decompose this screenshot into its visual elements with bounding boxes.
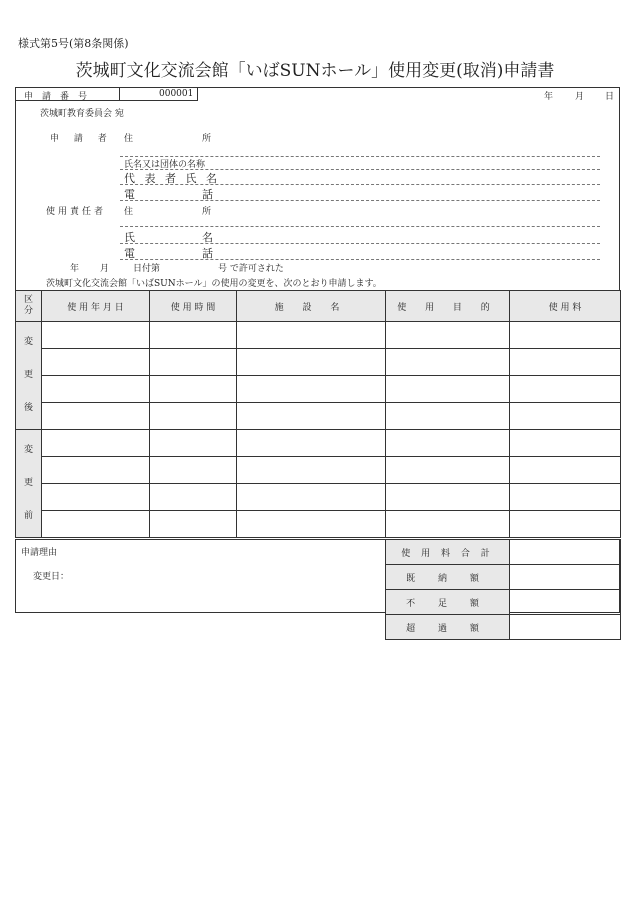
shortfall-value[interactable] — [510, 590, 621, 615]
permit-month: 月 — [100, 264, 110, 274]
header-usage-time: 使 用 時 間 — [150, 291, 237, 322]
header-usage-date: 使 用 年 月 日 — [42, 291, 150, 322]
reason-label: 申請理由 — [21, 548, 58, 558]
manager-address-b: 所 — [202, 207, 212, 217]
application-number-label: 申請番号 — [24, 92, 97, 102]
table-row — [16, 376, 621, 403]
date-day: 日 — [605, 92, 615, 102]
page-title: 茨城町文化交流会館「いばSUNホール」使用変更(取消)申請書 — [75, 61, 555, 81]
fee-total-value[interactable] — [510, 540, 621, 565]
org-name-label: 氏名又は団体の名称 — [124, 160, 206, 170]
applicant-phone-b: 話 — [202, 188, 213, 201]
excess-label: 超 過 額 — [386, 615, 510, 640]
table-row — [386, 615, 621, 640]
fee-totals-table — [385, 539, 621, 640]
before-change-label: 変 更 前 — [16, 430, 42, 538]
table-row — [16, 322, 621, 349]
permit-day-number: 日付第 — [133, 264, 161, 274]
applicant-address-a: 住 — [124, 134, 134, 144]
manager-name-a: 氏 — [124, 231, 135, 244]
table-row — [16, 349, 621, 376]
header-usage-purpose: 使 用 目 的 — [386, 291, 510, 322]
table-row — [16, 403, 621, 430]
change-date-label: 変更日： — [33, 572, 70, 582]
manager-phone-a: 電 — [124, 247, 135, 260]
permit-year: 年 — [70, 264, 80, 274]
statement: 茨城町文化交流会館「いばSUNホール」の使用の変更を、次のとおり申請します。 — [46, 279, 382, 289]
header-category: 区分 — [16, 291, 42, 322]
representative-name-label: 代 表 者 氏 名 — [124, 172, 220, 185]
application-number-box — [15, 87, 198, 101]
paid-amount-value[interactable] — [510, 565, 621, 590]
application-number-value: 000001 — [159, 89, 194, 99]
table-row — [16, 457, 621, 484]
date-month: 月 — [575, 92, 585, 102]
manager-name-b: 名 — [202, 231, 213, 244]
manager-label: 使用責任者 — [46, 207, 107, 217]
fee-total-label: 使 用 料 合 計 — [386, 540, 510, 565]
date-year: 年 — [544, 92, 554, 102]
table-row — [386, 590, 621, 615]
usage-table — [15, 290, 621, 538]
paid-amount-label: 既 納 額 — [386, 565, 510, 590]
permit-number-text: 号 で許可された — [218, 264, 284, 274]
table-row — [16, 511, 621, 538]
applicant-address-b: 所 — [202, 134, 212, 144]
manager-phone-b: 話 — [202, 247, 213, 260]
addressee: 茨城町教育委員会 宛 — [40, 109, 124, 119]
table-row — [16, 430, 621, 457]
header-facility-name: 施 設 名 — [237, 291, 386, 322]
table-row — [16, 484, 621, 511]
table-row — [386, 540, 621, 565]
applicant-phone-a: 電 — [124, 188, 135, 201]
shortfall-label: 不 足 額 — [386, 590, 510, 615]
applicant-label: 申 請 者 — [50, 134, 113, 144]
after-change-label: 変 更 後 — [16, 322, 42, 430]
excess-value[interactable] — [510, 615, 621, 640]
form-number: 様式第5号(第8条関係) — [18, 37, 129, 50]
header-usage-fee: 使 用 料 — [510, 291, 621, 322]
manager-address-a: 住 — [124, 207, 134, 217]
table-row — [386, 565, 621, 590]
